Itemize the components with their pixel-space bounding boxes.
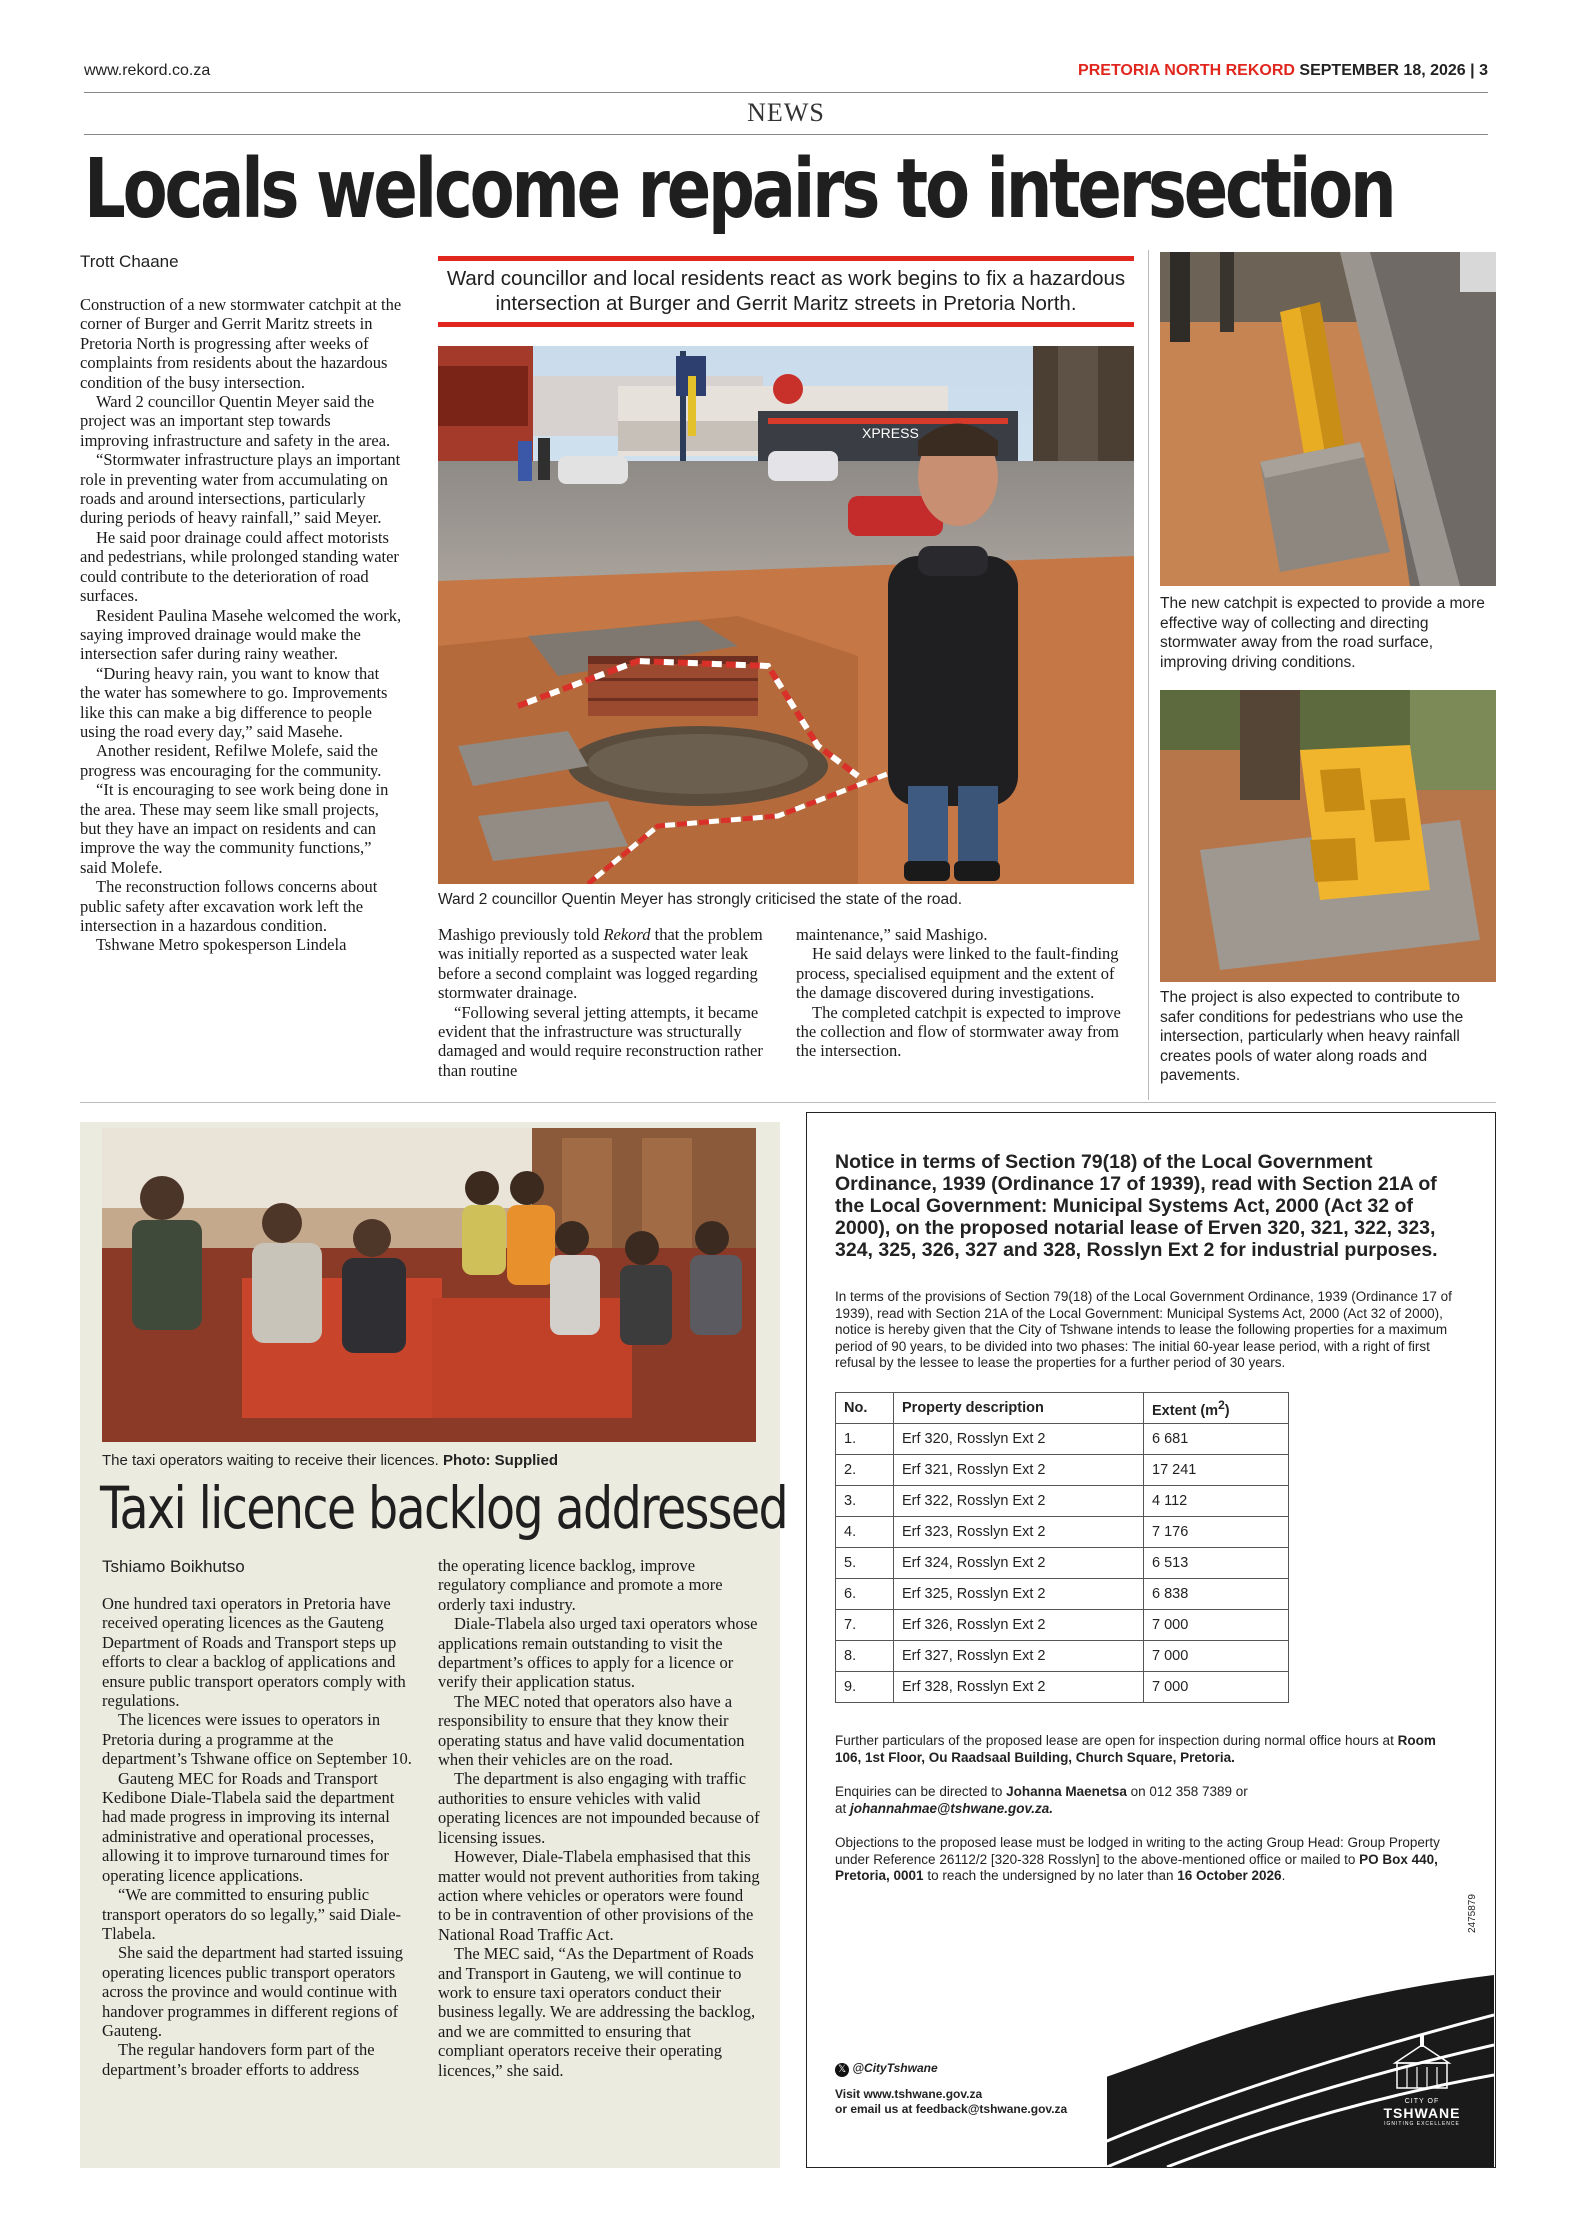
cell: 6. xyxy=(836,1579,894,1610)
header-superscript: 2 xyxy=(1218,1397,1225,1412)
ad-reference-code: 2475879 xyxy=(1467,1894,1478,1933)
table-row xyxy=(836,1455,1289,1486)
main-byline: Trott Chaane xyxy=(80,252,179,271)
site-url[interactable]: www.rekord.co.za xyxy=(84,62,211,79)
main-photo-illustration xyxy=(438,346,1134,884)
side-photo-barrier xyxy=(1160,690,1496,982)
main-photo-caption: Ward 2 councillor Quentin Meyer has strongly criticised the state of the road. xyxy=(438,891,963,908)
contact-email-link[interactable]: johannahmae@tshwane.gov.za. xyxy=(850,1800,1053,1816)
masthead xyxy=(1078,62,1488,80)
text-run: that the problem was initially reported as a suspected water leak before a second complaint was logged regarding stormwater drainage. xyxy=(438,925,763,1003)
header-text: Extent (m xyxy=(1152,1402,1219,1419)
paragraph: “Following several jetting attempts, it became evident that the infrastructure was structurally damaged and would require reconstruction rather than routine xyxy=(438,1002,763,1080)
deadline-date: 16 October 2026 xyxy=(1177,1868,1282,1884)
cell: Erf 327, Rosslyn Ext 2 xyxy=(894,1641,1144,1672)
publication-ref: Rekord xyxy=(603,925,651,944)
column-divider xyxy=(1148,250,1149,1100)
main-headline: Locals welcome repairs to intersection xyxy=(84,142,1394,237)
cell: Erf 320, Rosslyn Ext 2 xyxy=(894,1424,1144,1455)
notice-content xyxy=(835,1151,1455,1885)
cell: 6 838 xyxy=(1144,1579,1289,1610)
table-row xyxy=(836,1517,1289,1548)
side-photo-catchpit xyxy=(1160,252,1496,586)
table-header-row xyxy=(836,1392,1289,1424)
side-photo-2-caption: The project is also expected to contribute to safer conditions for pedestrians who use the intersection, particularly when heavy rainfall creates pools of water along roads and pavements. xyxy=(1160,989,1464,1084)
cell: 7 000 xyxy=(1144,1641,1289,1672)
text-run: to reach the undersigned by no later than xyxy=(923,1868,1178,1884)
cell: Erf 324, Rosslyn Ext 2 xyxy=(894,1548,1144,1579)
paragraph: the operating licence backlog, improve regulatory compliance and promote a more orderly taxi industry. xyxy=(438,1556,723,1614)
paragraph: The completed catchpit is expected to improve the collection and flow of stormwater away from the intersection. xyxy=(796,1002,1121,1061)
taxi-photo-credit: Photo: Supplied xyxy=(443,1452,558,1469)
contact-links xyxy=(835,2087,1067,2117)
paragraph: The regular handovers form part of the department’s broader efforts to address xyxy=(102,2040,375,2079)
section-divider xyxy=(80,1102,1496,1103)
cell: 7 000 xyxy=(1144,1672,1289,1703)
paragraph: One hundred taxi operators in Pretoria have received operating licences as the Gauteng Department of Roads and Transport steps up efforts to clear a backlog of applications and ensure public transport operators comply with regulations. xyxy=(102,1594,406,1711)
paragraph: “Stormwater infrastructure plays an important role in preventing water from accumulating on roads and around intersections, particularly during periods of heavy rainfall,” said Meyer. xyxy=(80,450,401,528)
table-row xyxy=(836,1610,1289,1641)
table-row xyxy=(836,1672,1289,1703)
section-label: NEWS xyxy=(747,98,825,127)
col-header-property: Property description xyxy=(894,1392,1144,1424)
property-table xyxy=(835,1392,1289,1704)
shop-sign-text: XPRESS xyxy=(862,425,919,441)
header-rule xyxy=(84,92,1488,93)
text-run: Objections to the proposed lease must be lodged in writing to the acting Group Head: Group Property under Reference 26112/2 [320-328 Rosslyn] to the above-mentioned office or mailed to xyxy=(835,1835,1440,1867)
subhead-rule-top xyxy=(438,256,1134,261)
table-row xyxy=(836,1579,1289,1610)
feedback-email-link[interactable]: or email us at feedback@tshwane.gov.za xyxy=(835,2102,1068,2116)
cell: 5. xyxy=(836,1548,894,1579)
paragraph: “During heavy rain, you want to know that the water has somewhere to go. Improvements like this can make a big difference to people using the road every day,” said Masehe. xyxy=(80,663,388,741)
main-subhead: Ward councillor and local residents react as work begins to fix a hazardous intersection at Burger and Gerrit Maritz streets in Pretoria North. xyxy=(446,267,1126,315)
main-story-col2 xyxy=(438,925,776,1080)
cell: 4. xyxy=(836,1517,894,1548)
taxi-story-col1 xyxy=(102,1594,422,2079)
notice-intro: In terms of the provisions of Section 79(18) of the Local Government Ordinance, 1939 (Ordinance 17 of 1939), read with Section 21A of the Local Government: Municipal Systems Act, 2000 (Act 32 of 2000), notice is hereby given that the City of Tshwane intends to lease the following properties for a maximum period of 90 years, to be divided into two phases: The initial 60-year lease period, with a right of first refusal by the lessee to lease the properties for a further period of 30 years. xyxy=(835,1289,1452,1370)
cell: Erf 323, Rosslyn Ext 2 xyxy=(894,1517,1144,1548)
subhead-rule-bottom xyxy=(438,322,1134,327)
taxi-story-col2 xyxy=(438,1556,760,2080)
tshwane-logo xyxy=(1377,2033,1467,2153)
paragraph: He said poor drainage could affect motorists and pedestrians, while prolonged standing water could contribute to the deterioration of road surfaces. xyxy=(80,527,399,606)
notice-particulars xyxy=(835,1733,1455,1766)
cell: 17 241 xyxy=(1144,1455,1289,1486)
cell: Erf 322, Rosslyn Ext 2 xyxy=(894,1486,1144,1517)
side-photo-2-illustration xyxy=(1160,690,1496,982)
taxi-photo xyxy=(102,1128,756,1442)
paragraph: Ward 2 councillor Quentin Meyer said the project was an important step towards improving infrastructure and safety in the area. xyxy=(80,392,391,450)
paragraph: Another resident, Refilwe Molefe, said the progress was encouraging for the community. xyxy=(80,741,382,780)
table-row xyxy=(836,1641,1289,1672)
paragraph: The department is also engaging with traffic authorities to ensure vehicles with valid operating licences are not impounded because of licensing issues. xyxy=(438,1769,760,1847)
paragraph: She said the department had started issuing operating licences public transport operators across the province and would continue with handover programmes in different regions of Gauteng. xyxy=(102,1943,404,2040)
publication-name: PRETORIA NORTH REKORD xyxy=(1078,62,1295,79)
cell: 7 176 xyxy=(1144,1517,1289,1548)
cell: 4 112 xyxy=(1144,1486,1289,1517)
text-run: Further particulars of the proposed lease are open for inspection during normal office hours at xyxy=(835,1733,1398,1749)
social-handle[interactable]: @CityTshwane xyxy=(852,2061,938,2075)
cell: 6 513 xyxy=(1144,1548,1289,1579)
logo-city-of: CITY OF xyxy=(1404,2098,1440,2105)
cell: Erf 325, Rosslyn Ext 2 xyxy=(894,1579,1144,1610)
taxi-photo-caption: The taxi operators waiting to receive their licences. xyxy=(102,1452,439,1469)
contact-name: Johanna Maenetsa xyxy=(1006,1784,1127,1800)
cell: Erf 326, Rosslyn Ext 2 xyxy=(894,1610,1144,1641)
city-hall-icon xyxy=(1377,2033,1467,2093)
inspection-address: Room 106, 1st Floor, Ou Raadsaal Building, Church Square, Pretoria. xyxy=(835,1733,1436,1765)
cell: Erf 321, Rosslyn Ext 2 xyxy=(894,1455,1144,1486)
issue-date: SEPTEMBER 18, 2026 xyxy=(1299,62,1466,79)
side-photo-1-illustration xyxy=(1160,252,1496,586)
paragraph: The reconstruction follows concerns about public safety after excavation work left the intersection in a hazardous condition. xyxy=(80,877,378,935)
main-photo-councillor xyxy=(438,346,1134,884)
taxi-headline: Taxi licence backlog addressed xyxy=(100,1474,788,1542)
text-run: at xyxy=(835,1800,851,1816)
page-number: 3 xyxy=(1479,62,1488,79)
paragraph: The MEC said, “As the Department of Roads and Transport in Gauteng, we will continue to work to ensure taxi operators conduct their business legally. We are addressing the backlog, and we are committed to ensuring that compliant operators receive their operating licences,” she said. xyxy=(438,1944,756,2080)
x-social-icon: 𝕏 xyxy=(835,2063,849,2077)
table-row xyxy=(836,1486,1289,1517)
main-story-col3 xyxy=(796,925,1134,1061)
cell: Erf 328, Rosslyn Ext 2 xyxy=(894,1672,1144,1703)
table-row xyxy=(836,1424,1289,1455)
public-notice xyxy=(806,1112,1496,2168)
cell: 8. xyxy=(836,1641,894,1672)
cell: 6 681 xyxy=(1144,1424,1289,1455)
postal-address: PO Box 440, Pretoria, 0001 xyxy=(835,1851,1438,1884)
logo-tagline: IGNITING EXCELLENCE xyxy=(1384,2121,1460,2127)
taxi-byline: Tshiamo Boikhutso xyxy=(102,1557,245,1576)
notice-objections xyxy=(835,1835,1455,1885)
cell: 9. xyxy=(836,1672,894,1703)
paragraph: Diale-Tlabela also urged taxi operators whose applications remain outstanding to visit the department’s offices to apply for a licence or verify their application status. xyxy=(438,1614,758,1692)
text-run: . xyxy=(1281,1868,1286,1884)
col-header-no: No. xyxy=(836,1392,894,1424)
notice-title: Notice in terms of Section 79(18) of the Local Government Ordinance, 1939 (Ordinance 17 of 1939), read with Section 21A of the Local Government: Municipal Systems Act, 2000 (Act 32 of 2000), on the proposed notarial lease of Erven 320, 321, 322, 323, 324, 325, 326, 327 and 328, Rosslyn Ext 2 for industrial purposes. xyxy=(835,1151,1438,1261)
logo-tshwane: TSHWANE xyxy=(1383,2105,1461,2121)
paragraph: Construction of a new stormwater catchpit at the corner of Burger and Gerrit Maritz streets in Pretoria North is progressing after weeks of complaints from residents about the hazardous condition of the busy intersection. xyxy=(80,295,402,392)
text-run: Mashigo previously told xyxy=(438,925,604,944)
paragraph: “We are committed to ensuring public transport operators do so legally,” said Diale-Tlabela. xyxy=(102,1885,402,1943)
paragraph: The MEC noted that operators also have a responsibility to ensure that they know their operating status and have valid documentation when their vehicles are on the road. xyxy=(438,1691,745,1770)
social-handle-row[interactable] xyxy=(835,2061,938,2077)
section-rule xyxy=(84,134,1488,135)
col-header-extent xyxy=(1144,1392,1289,1424)
paragraph: He said delays were linked to the fault-finding process, specialised equipment and the extent of the damage discovered during investigations. xyxy=(796,944,1119,1003)
cell: 7 000 xyxy=(1144,1610,1289,1641)
taxi-photo-illustration xyxy=(102,1128,756,1442)
cell: 3. xyxy=(836,1486,894,1517)
text-run: on 012 358 7389 or xyxy=(1126,1784,1248,1800)
website-link[interactable]: Visit www.tshwane.gov.za xyxy=(835,2087,983,2101)
paragraph: maintenance,” said Mashigo. xyxy=(796,925,988,944)
notice-enquiries xyxy=(835,1784,1455,1817)
cell: 7. xyxy=(836,1610,894,1641)
paragraph: Resident Paulina Masehe welcomed the work, saying improved drainage would make the intersection safer during rainy weather. xyxy=(80,605,402,664)
table-row xyxy=(836,1548,1289,1579)
header-text: ) xyxy=(1224,1402,1230,1419)
main-story-col1 xyxy=(80,295,402,955)
cell: 1. xyxy=(836,1424,894,1455)
side-photo-1-caption: The new catchpit is expected to provide a more effective way of collecting and directing stormwater away from the road surface, improving driving conditions. xyxy=(1160,595,1485,671)
paragraph xyxy=(438,925,776,1003)
text-run: Enquiries can be directed to xyxy=(835,1784,1007,1800)
header-separator: | xyxy=(1470,62,1475,79)
paragraph: However, Diale-Tlabela emphasised that this matter would not prevent authorities from taking action where vehicles or operators were found to be in contravention of other provisions of the National Road Traffic Act. xyxy=(438,1847,760,1944)
paragraph: Tshwane Metro spokesperson Lindela xyxy=(96,935,347,955)
taxi-photo-caption-row xyxy=(102,1451,756,1471)
paragraph: Gauteng MEC for Roads and Transport Kedibone Diale-Tlabela said the department had made progress in improving its internal administrative and operational processes, allowing it to improve turnaround times for operating licence applications. xyxy=(102,1768,395,1885)
paragraph: “It is encouraging to see work being done in the area. These may seem like small projects, but they have an impact on residents and can improve the way the community functions,” said Molefe. xyxy=(80,780,389,877)
cell: 2. xyxy=(836,1455,894,1486)
paragraph: The licences were issues to operators in Pretoria during a programme at the department’s Tshwane office on September 10. xyxy=(102,1710,412,1769)
